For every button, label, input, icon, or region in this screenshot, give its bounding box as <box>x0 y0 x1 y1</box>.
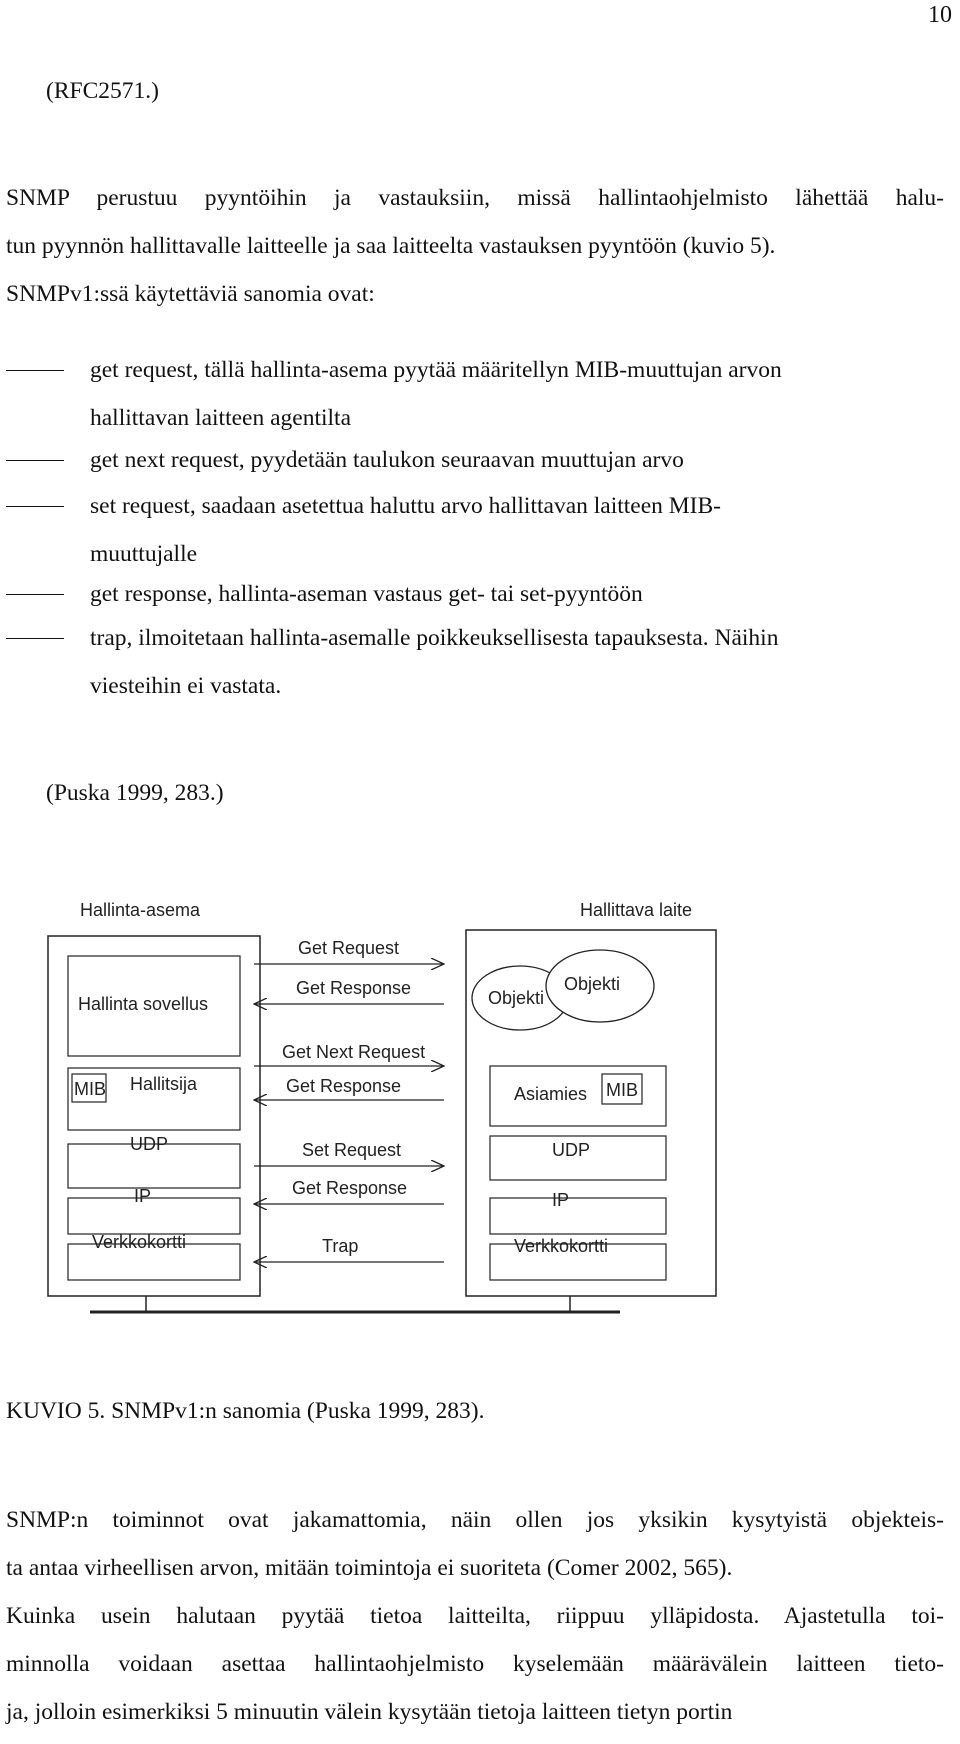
list-item-text: get request, tällä hallinta-asema pyytää määritellyn MIB-muuttujan arvon <box>90 357 782 383</box>
rfc-reference: (RFC2571.) <box>46 78 159 104</box>
right-nic-label: Verkkokortti <box>514 1236 609 1256</box>
arrow-label: Get Next Request <box>282 1042 426 1062</box>
left-nic-label: Verkkokortti <box>92 1232 187 1252</box>
left-station-title: Hallinta-asema <box>80 900 201 920</box>
outro-paragraph <box>6 1496 944 1736</box>
left-ip-label: IP <box>134 1186 152 1206</box>
arrow-label: Set Request <box>302 1140 402 1160</box>
object-label: Objekti <box>564 974 621 994</box>
page-number: 10 <box>928 2 952 28</box>
right-device-title: Hallittava laite <box>580 900 693 920</box>
left-ip-box <box>68 1198 240 1234</box>
intro-line: SNMPv1:ssä käytettäviä sanomia ovat: <box>6 281 375 307</box>
left-udp-label: UDP <box>130 1134 169 1154</box>
arrow-label: Get Request <box>298 938 400 958</box>
outro-line: minnolla voidaan asettaa hallintaohjelmisto kyselemään määrävälein laitteen tieto- <box>6 1651 944 1677</box>
outro-line: ta antaa virheellisen arvon, mitään toimintoja ei suoriteta (Comer 2002, 565). <box>6 1555 733 1581</box>
list-item-continuation: muuttujalle <box>90 541 198 567</box>
intro-line: tun pyynnön hallittavalle laitteelle ja saa laitteelta vastauksen pyyntöön (kuvio 5). <box>6 233 776 259</box>
left-app-label: Hallinta sovellus <box>78 994 209 1014</box>
list-item-text: get next request, pyydetään taulukon seuraavan muuttujan arvo <box>90 447 684 473</box>
list-item-continuation: viesteihin ei vastata. <box>90 673 282 699</box>
intro-paragraph <box>6 174 944 318</box>
right-agent-label: Asiamies <box>514 1084 588 1104</box>
figure-caption: KUVIO 5. SNMPv1:n sanomia (Puska 1999, 283). <box>6 1398 485 1424</box>
list-source: (Puska 1999, 283.) <box>46 780 224 806</box>
right-ip-box <box>490 1198 666 1234</box>
right-ip-label: IP <box>552 1190 570 1210</box>
outro-line: Kuinka usein halutaan pyytää tietoa laitteilta, riippuu ylläpidosta. Ajastetulla toi- <box>6 1603 944 1629</box>
arrow-label: Get Response <box>296 978 412 998</box>
list-item-text: get response, hallinta-aseman vastaus get- tai set-pyyntöön <box>90 581 643 607</box>
outro-line: ja, jolloin esimerkiksi 5 minuutin välein kysytään tietoja laitteen tietyn portin <box>6 1699 733 1725</box>
list-item-text: set request, saadaan asetettua haluttu arvo hallittavan laitteen MIB- <box>90 493 722 519</box>
arrow-label: Get Response <box>292 1178 408 1198</box>
list-item-continuation: hallittavan laitteen agentilta <box>90 405 352 431</box>
left-manager-label: Hallitsija <box>130 1074 198 1094</box>
intro-line: SNMP perustuu pyyntöihin ja vastauksiin, missä hallintaohjelmisto lähettää halu- <box>6 185 944 211</box>
snmp-message-diagram <box>40 880 740 1340</box>
outro-line: SNMP:n toiminnot ovat jakamattomia, näin ollen jos yksikin kysytyistä objekteis- <box>6 1507 944 1533</box>
right-mib-label: MIB <box>606 1080 639 1100</box>
list-item-text: trap, ilmoitetaan hallinta-asemalle poikkeuksellisesta tapauksesta. Näihin <box>90 625 779 651</box>
right-udp-label: UDP <box>552 1140 591 1160</box>
left-mib-label: MIB <box>74 1079 107 1099</box>
arrow-label: Get Response <box>286 1076 402 1096</box>
object-label: Objekti <box>488 988 545 1008</box>
arrow-label: Trap <box>322 1236 359 1256</box>
